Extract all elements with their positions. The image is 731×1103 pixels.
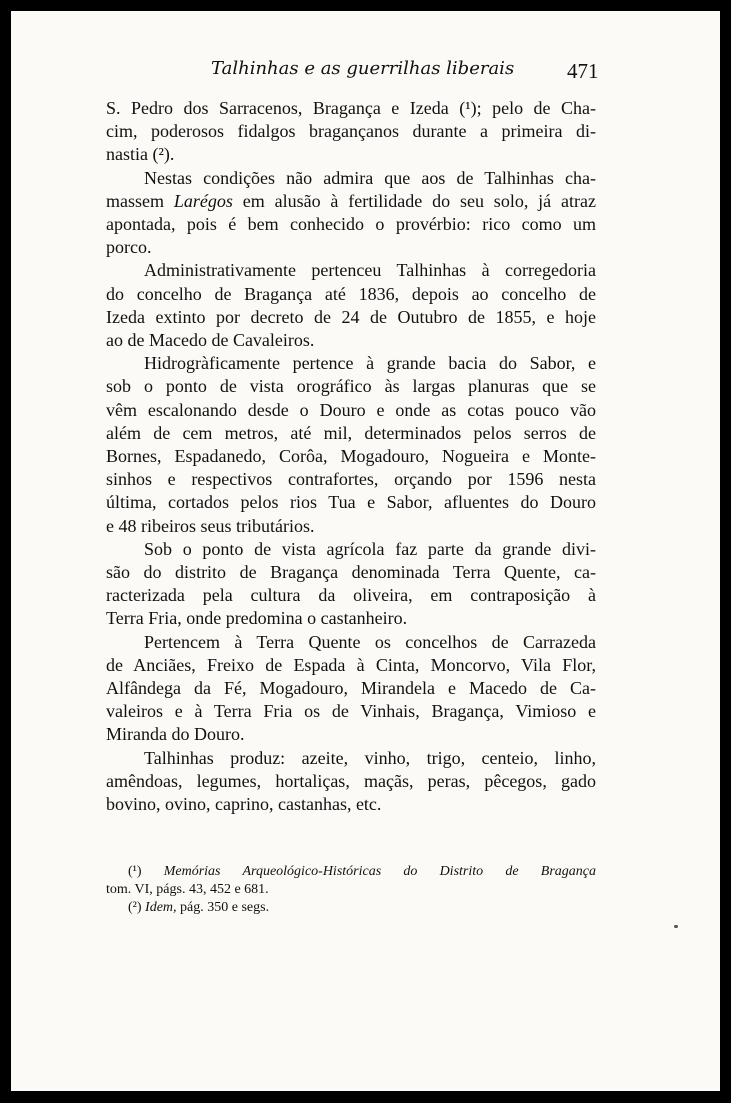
- text-line: Nestas condições não admira que aos de Talhinhas cha-: [144, 167, 596, 188]
- text-line: sob o ponto de vista orográfico às largas planuras que se: [106, 376, 596, 397]
- text-line: valeiros e à Terra Fria os de Vinhais, Bragança, Vimioso e: [106, 701, 596, 722]
- text-line: amêndoas, legumes, hortaliças, maçãs, peras, pêcegos, gado: [106, 770, 596, 791]
- italic-term: Larégos: [173, 190, 233, 211]
- page-number: 471: [567, 59, 599, 83]
- text-line: bovino, ovino, caprino, castanhas, etc.: [106, 794, 382, 815]
- text-line: Sob o ponto de vista agrícola faz parte da grande divi-: [144, 538, 596, 559]
- footnote-marker: (¹): [128, 864, 164, 879]
- text-line: Hidrogràficamente pertence à grande bacia do Sabor, e: [144, 353, 596, 374]
- text-line: Bornes, Espadanedo, Corôa, Mogadouro, Nogueira e Monte-: [106, 446, 596, 467]
- text-line: [106, 190, 596, 213]
- text-line: racterizada pela cultura da oliveira, em contraposição à: [106, 585, 596, 606]
- text-line: são do distrito de Bragança denominada Terra Quente, ca-: [106, 562, 596, 583]
- footnote-1-continuation: tom. VI, págs. 43, 452 e 681.: [106, 882, 269, 897]
- text-fragment: massem: [106, 190, 174, 211]
- text-line: além de cem metros, até mil, determinados pelos serros de: [106, 422, 596, 443]
- running-title: Talhinhas e as guerrilhas liberais: [211, 58, 515, 79]
- text-line: e 48 ribeiros seus tributários.: [106, 515, 315, 536]
- text-line: sinhos e respectivos contrafortes, orçando por 1596 nesta: [106, 469, 596, 490]
- footnote-title: Idem,: [145, 900, 177, 915]
- text-line: apontada, pois é bem conhecido o provérbio: rico como um: [106, 214, 596, 235]
- text-line: nastia (²).: [106, 144, 175, 165]
- text-line: do concelho de Bragança até 1836, depois ao concelho de: [106, 283, 596, 304]
- text-line: ao de Macedo de Cavaleiros.: [106, 330, 315, 351]
- text-line: última, cortados pelos rios Tua e Sabor, afluentes do Douro: [106, 492, 596, 513]
- text-line: cim, poderosos fidalgos bragançanos durante a primeira di-: [106, 121, 596, 142]
- text-line: Administrativamente pertenceu Talhinhas à corregedoria: [144, 260, 596, 281]
- footnote-1: [106, 863, 596, 881]
- text-fragment: em alusão à fertilidade do seu solo, já atraz: [232, 190, 596, 211]
- footnote-text: pág. 350 e segs.: [176, 900, 270, 915]
- paper-speck: [674, 925, 678, 928]
- book-page: [11, 11, 720, 1091]
- text-line: Izeda extinto por decreto de 24 de Outubro de 1855, e hoje: [106, 306, 596, 327]
- page-header: [11, 58, 720, 88]
- text-line: Terra Fria, onde predomina o castanheiro.: [106, 608, 408, 629]
- footnote-title: Memórias Arqueológico-Históricas do Distrito de Bragança: [163, 864, 596, 879]
- body-text: [106, 97, 596, 816]
- text-line: de Anciães, Freixo de Espada à Cinta, Moncorvo, Vila Flor,: [106, 654, 596, 675]
- text-line: porco.: [106, 237, 152, 258]
- text-line: Alfândega da Fé, Mogadouro, Mirandela e Macedo de Ca-: [106, 678, 596, 699]
- text-line: Talhinhas produz: azeite, vinho, trigo, centeio, linho,: [144, 747, 596, 768]
- text-line: vêm escalonando desde o Douro e onde as cotas pouco vão: [106, 399, 596, 420]
- text-line: Pertencem à Terra Quente os concelhos de Carrazeda: [144, 631, 596, 652]
- text-line: Miranda do Douro.: [106, 724, 245, 745]
- text-line: S. Pedro dos Sarracenos, Bragança e Izeda (¹); pelo de Cha-: [106, 98, 596, 118]
- footnote-marker: (²): [128, 900, 146, 915]
- footnote-2: [106, 899, 596, 917]
- footnotes: [106, 863, 596, 917]
